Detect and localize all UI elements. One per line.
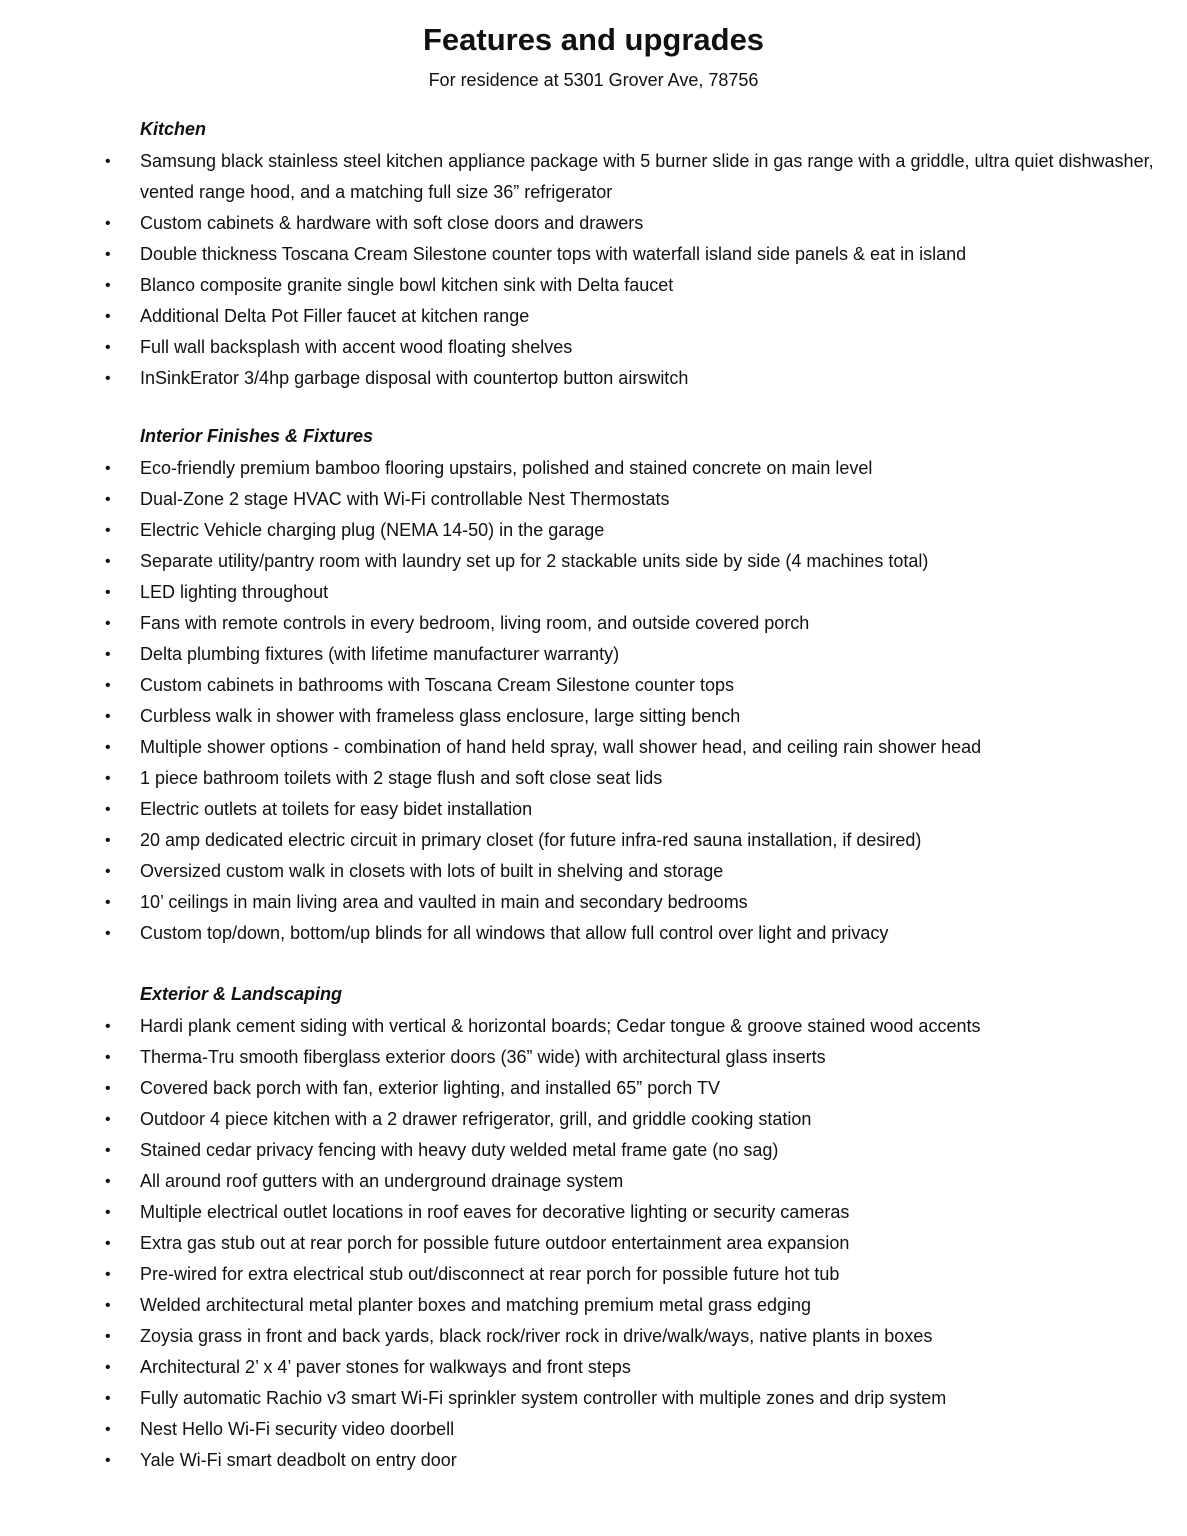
- list-item-text: Electric outlets at toilets for easy bidet installation: [140, 799, 533, 819]
- bullet-icon: •: [105, 1018, 111, 1035]
- list-item-text: All around roof gutters with an underground drainage system: [140, 1171, 624, 1191]
- bullet-icon: •: [105, 646, 111, 663]
- list-item: [100, 639, 1170, 670]
- bullet-icon: •: [105, 1204, 111, 1221]
- list-item-text: Samsung black stainless steel kitchen appliance package with 5 burner slide in gas range with a griddle, ultra quiet dishwasher, vented range hood, and a matching full size 36” refrigerator: [140, 151, 1154, 202]
- list-item-text: 1 piece bathroom toilets with 2 stage flush and soft close seat lids: [140, 768, 663, 788]
- bullet-icon: •: [105, 1080, 111, 1097]
- bullet-icon: •: [105, 708, 111, 725]
- list-item-text: Extra gas stub out at rear porch for possible future outdoor entertainment area expansion: [140, 1233, 850, 1253]
- bullet-icon: •: [105, 1049, 111, 1066]
- list-item: [100, 701, 1170, 732]
- list-item: [100, 1135, 1170, 1166]
- bullet-icon: •: [105, 277, 111, 294]
- bullet-icon: •: [105, 832, 111, 849]
- list-item-text: Dual-Zone 2 stage HVAC with Wi-Fi controllable Nest Thermostats: [140, 489, 670, 509]
- section-exterior-landscaping: [100, 981, 1170, 1476]
- list-item: [100, 1414, 1170, 1445]
- document-subtitle: For residence at 5301 Grover Ave, 78756: [428, 70, 759, 90]
- list-item: [100, 1290, 1170, 1321]
- list-item: [100, 1104, 1170, 1135]
- list-item: [100, 1352, 1170, 1383]
- bullet-icon: •: [105, 894, 111, 911]
- list-item-text: Delta plumbing fixtures (with lifetime manufacturer warranty): [140, 644, 620, 664]
- bullet-icon: •: [105, 246, 111, 263]
- list-item: [100, 484, 1170, 515]
- bullet-icon: •: [105, 801, 111, 818]
- bullet-icon: •: [105, 491, 111, 508]
- bullet-icon: •: [105, 1390, 111, 1407]
- bullet-icon: •: [105, 553, 111, 570]
- section-heading: Kitchen: [140, 119, 207, 139]
- list-item-text: LED lighting throughout: [140, 582, 329, 602]
- list-item-text: Custom cabinets & hardware with soft close doors and drawers: [140, 213, 644, 233]
- list-item: [100, 239, 1170, 270]
- list-item-text: Zoysia grass in front and back yards, black rock/river rock in drive/walk/ways, native plants in boxes: [140, 1326, 933, 1346]
- list-item-text: Fans with remote controls in every bedroom, living room, and outside covered porch: [140, 613, 810, 633]
- bullet-icon: •: [105, 1359, 111, 1376]
- bullet-icon: •: [105, 677, 111, 694]
- list-item: [100, 1011, 1170, 1042]
- bullet-icon: •: [105, 739, 111, 756]
- section-heading: Exterior & Landscaping: [140, 984, 343, 1004]
- bullet-icon: •: [105, 1111, 111, 1128]
- list-item-text: Nest Hello Wi-Fi security video doorbell: [140, 1419, 455, 1439]
- list-item: [100, 1383, 1170, 1414]
- list-item-text: 20 amp dedicated electric circuit in primary closet (for future infra-red sauna installation, if desired): [140, 830, 922, 850]
- list-item-text: Multiple electrical outlet locations in roof eaves for decorative lighting or security cameras: [140, 1202, 850, 1222]
- feature-list: [100, 453, 1170, 949]
- feature-list: [100, 1011, 1170, 1476]
- list-item-text: Stained cedar privacy fencing with heavy duty welded metal frame gate (no sag): [140, 1140, 779, 1160]
- section-interior-finishes: [100, 423, 1170, 949]
- list-item-text: Yale Wi-Fi smart deadbolt on entry door: [140, 1450, 457, 1470]
- list-item-text: Custom top/down, bottom/up blinds for all windows that allow full control over light and privacy: [140, 923, 889, 943]
- list-item: [100, 301, 1170, 332]
- list-item: [100, 1321, 1170, 1352]
- list-item-text: Blanco composite granite single bowl kitchen sink with Delta faucet: [140, 275, 674, 295]
- list-item-text: 10’ ceilings in main living area and vaulted in main and secondary bedrooms: [140, 892, 748, 912]
- list-item-text: Double thickness Toscana Cream Silestone counter tops with waterfall island side panels & eat in island: [140, 244, 967, 264]
- list-item-text: Curbless walk in shower with frameless glass enclosure, large sitting bench: [140, 706, 741, 726]
- list-item-text: Pre-wired for extra electrical stub out/disconnect at rear porch for possible future hot tub: [140, 1264, 840, 1284]
- bullet-icon: •: [105, 1235, 111, 1252]
- document-title: Features and upgrades: [422, 22, 765, 57]
- list-item-text: Electric Vehicle charging plug (NEMA 14-50) in the garage: [140, 520, 605, 540]
- list-item: [100, 670, 1170, 701]
- list-item: [100, 732, 1170, 763]
- list-item: [100, 1259, 1170, 1290]
- bullet-icon: •: [105, 863, 111, 880]
- list-item-text: Fully automatic Rachio v3 smart Wi-Fi sprinkler system controller with multiple zones and drip system: [140, 1388, 947, 1408]
- list-item: [100, 453, 1170, 484]
- bullet-icon: •: [105, 1297, 111, 1314]
- list-item: [100, 763, 1170, 794]
- list-item-text: Oversized custom walk in closets with lots of built in shelving and storage: [140, 861, 724, 881]
- list-item-text: Hardi plank cement siding with vertical & horizontal boards; Cedar tongue & groove stained wood accents: [140, 1016, 981, 1036]
- list-item: [100, 1073, 1170, 1104]
- list-item: [100, 546, 1170, 577]
- list-item-text: Welded architectural metal planter boxes and matching premium metal grass edging: [140, 1295, 812, 1315]
- list-item: [100, 146, 1170, 208]
- bullet-icon: •: [105, 925, 111, 942]
- bullet-icon: •: [105, 584, 111, 601]
- list-item-text: Eco-friendly premium bamboo flooring upstairs, polished and stained concrete on main level: [140, 458, 873, 478]
- list-item-text: Separate utility/pantry room with laundry set up for 2 stackable units side by side (4 machines total): [140, 551, 929, 571]
- list-item: [100, 1445, 1170, 1476]
- list-item-text: Architectural 2’ x 4’ paver stones for walkways and front steps: [140, 1357, 631, 1377]
- list-item: [100, 887, 1170, 918]
- list-item-text: Multiple shower options - combination of hand held spray, wall shower head, and ceiling rain shower head: [140, 737, 982, 757]
- list-item: [100, 363, 1170, 394]
- list-item: [100, 1166, 1170, 1197]
- bullet-icon: •: [105, 1328, 111, 1345]
- list-item-text: Therma-Tru smooth fiberglass exterior doors (36” wide) with architectural glass inserts: [140, 1047, 826, 1067]
- bullet-icon: •: [105, 1421, 111, 1438]
- bullet-icon: •: [105, 339, 111, 356]
- list-item: [100, 794, 1170, 825]
- bullet-icon: •: [105, 522, 111, 539]
- list-item: [100, 918, 1170, 949]
- list-item-text: Additional Delta Pot Filler faucet at kitchen range: [140, 306, 530, 326]
- bullet-icon: •: [105, 1173, 111, 1190]
- list-item: [100, 856, 1170, 887]
- section-heading: Interior Finishes & Fixtures: [140, 426, 374, 446]
- bullet-icon: •: [105, 308, 111, 325]
- list-item-text: Custom cabinets in bathrooms with Toscana Cream Silestone counter tops: [140, 675, 734, 695]
- bullet-icon: •: [105, 153, 111, 170]
- section-kitchen: [100, 116, 1170, 394]
- list-item: [100, 577, 1170, 608]
- list-item: [100, 515, 1170, 546]
- list-item-text: InSinkErator 3/4hp garbage disposal with countertop button airswitch: [140, 368, 689, 388]
- bullet-icon: •: [105, 1452, 111, 1469]
- list-item: [100, 1197, 1170, 1228]
- list-item: [100, 208, 1170, 239]
- list-item: [100, 1042, 1170, 1073]
- list-item: [100, 825, 1170, 856]
- list-item-text: Full wall backsplash with accent wood floating shelves: [140, 337, 573, 357]
- bullet-icon: •: [105, 1266, 111, 1283]
- bullet-icon: •: [105, 460, 111, 477]
- feature-list: [100, 146, 1170, 394]
- list-item-text: Covered back porch with fan, exterior lighting, and installed 65” porch TV: [140, 1078, 720, 1098]
- list-item-text: Outdoor 4 piece kitchen with a 2 drawer refrigerator, grill, and griddle cooking station: [140, 1109, 812, 1129]
- list-item: [100, 608, 1170, 639]
- bullet-icon: •: [105, 370, 111, 387]
- bullet-icon: •: [105, 770, 111, 787]
- list-item: [100, 332, 1170, 363]
- bullet-icon: •: [105, 615, 111, 632]
- list-item: [100, 270, 1170, 301]
- list-item: [100, 1228, 1170, 1259]
- bullet-icon: •: [105, 215, 111, 232]
- bullet-icon: •: [105, 1142, 111, 1159]
